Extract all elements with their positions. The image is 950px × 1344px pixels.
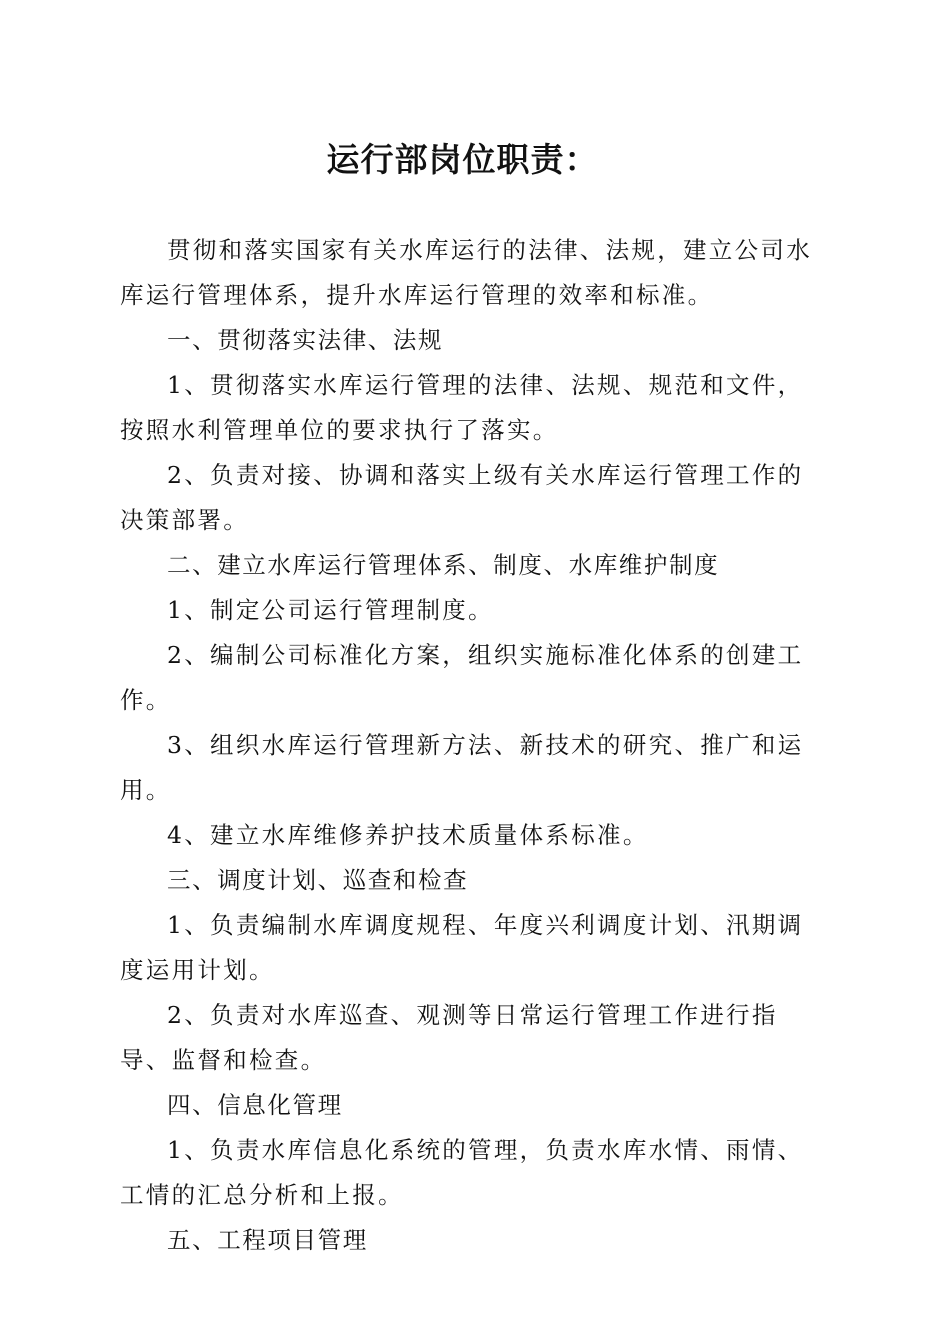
intro-paragraph: 贯彻和落实国家有关水库运行的法律、法规，建立公司水库运行管理体系，提升水库运行管理的效率和标准。 — [120, 236, 812, 309]
section-3-item-2: 2、负责对水库巡查、观测等日常运行管理工作进行指导、监督和检查。 — [120, 1001, 778, 1074]
section-1-heading: 一、贯彻落实法律、法规 — [167, 326, 444, 354]
section-2-heading: 二、建立水库运行管理体系、制度、水库维护制度 — [167, 551, 720, 579]
section-1-item-1: 1、贯彻落实水库运行管理的法律、法规、规范和文件，按照水利管理单位的要求执行了落实。 — [120, 371, 804, 444]
section-1-item-2: 2、负责对接、协调和落实上级有关水库运行管理工作的决策部署。 — [120, 461, 804, 534]
section-2-item-3: 3、组织水库运行管理新方法、新技术的研究、推广和运用。 — [120, 731, 804, 804]
document-body — [120, 228, 826, 1263]
section-2-item-1: 1、制定公司运行管理制度。 — [167, 596, 494, 624]
section-2-item-2: 2、编制公司标准化方案，组织实施标准化体系的创建工作。 — [120, 641, 804, 714]
section-2-item-4: 4、建立水库维修养护技术质量体系标准。 — [167, 821, 649, 849]
page-title: 运行部岗位职责： — [326, 140, 599, 179]
section-5-heading: 五、工程项目管理 — [167, 1226, 368, 1254]
section-4-item-1: 1、负责水库信息化系统的管理，负责水库水情、雨情、工情的汇总分析和上报。 — [120, 1136, 804, 1209]
section-3-item-1: 1、负责编制水库调度规程、年度兴利调度计划、汛期调度运用计划。 — [120, 911, 804, 984]
section-4-heading: 四、信息化管理 — [167, 1091, 343, 1119]
section-3-heading: 三、调度计划、巡查和检查 — [167, 866, 469, 894]
